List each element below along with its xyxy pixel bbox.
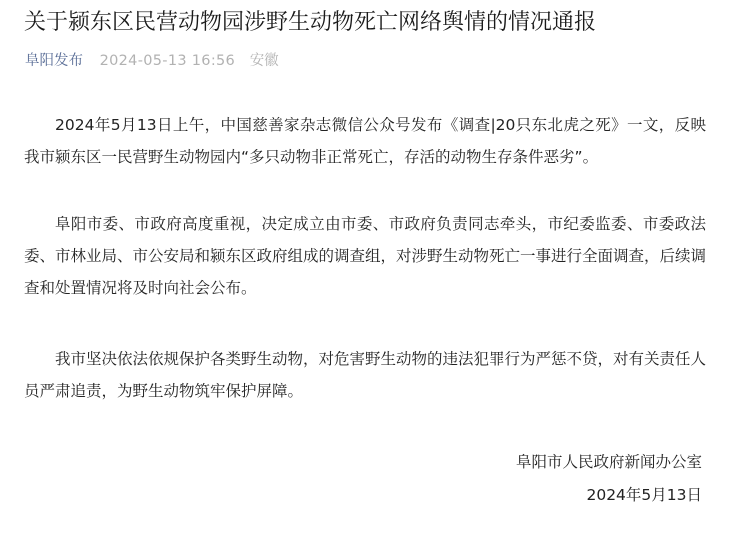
publish-region: 安徽 <box>249 53 279 69</box>
article-paragraph: 我市坚决依法依规保护各类野生动物，对危害野生动物的违法犯罪行为严惩不贷，对有关责任人员严肃追责，为野生动物筑牢保护屏障。 <box>24 350 707 400</box>
account-name-link[interactable]: 阜阳发布 <box>25 53 83 69</box>
article-paragraph: 阜阳市委、市政府高度重视，决定成立由市委、市政府负责同志牵头，市纪委监委、市委政法委、市林业局、市公安局和颍东区政府组成的调查组，对涉野生动物死亡一事进行全面调查，后续调查和处置情况将及时向社会公布。 <box>24 215 707 297</box>
signature-date: 2024年5月13日 <box>586 486 702 504</box>
article-meta <box>25 51 279 71</box>
article-title: 关于颍东区民营动物园涉野生动物死亡网络舆情的情况通报 <box>24 10 597 35</box>
article-paragraph: 2024年5月13日上午，中国慈善家杂志微信公众号发布《调查|20只东北虎之死》一文，反映我市颍东区一民营野生动物园内“多只动物非正常死亡，存活的动物生存条件恶劣”。 <box>24 116 706 166</box>
publish-time: 2024-05-13 16:56 <box>99 53 236 69</box>
signature-organization: 阜阳市人民政府新闻办公室 <box>515 453 702 471</box>
